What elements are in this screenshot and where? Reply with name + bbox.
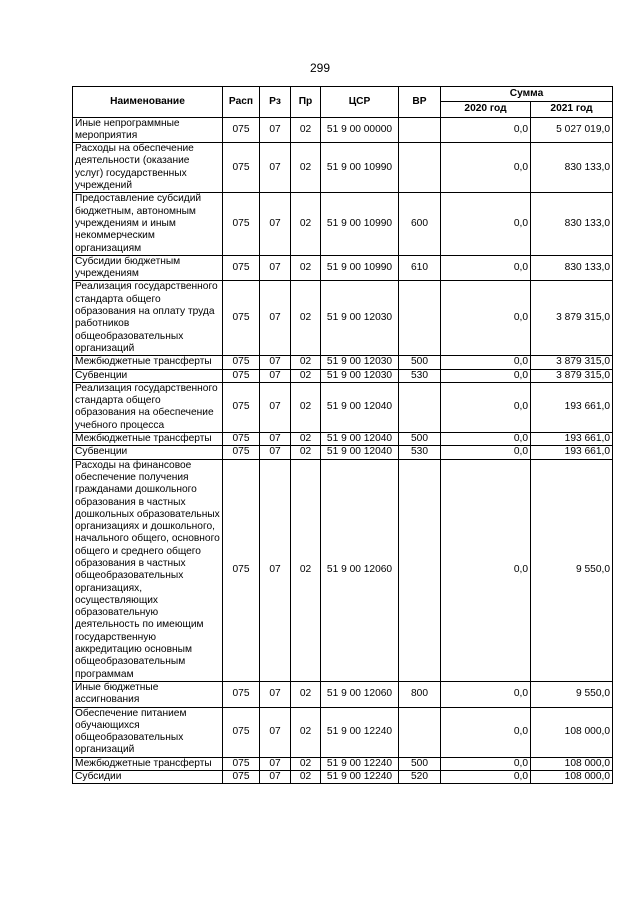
table-row xyxy=(73,707,613,757)
cell-rz: 07 xyxy=(260,255,291,281)
cell-pr: 02 xyxy=(291,143,321,193)
cell-rz: 07 xyxy=(260,446,291,459)
cell-y2020: 0,0 xyxy=(441,446,531,459)
cell-y2020: 0,0 xyxy=(441,281,531,356)
cell-y2021: 9 550,0 xyxy=(531,459,613,681)
cell-name: Межбюджетные трансферты xyxy=(73,356,223,369)
cell-rz: 07 xyxy=(260,771,291,784)
cell-pr: 02 xyxy=(291,771,321,784)
cell-rz: 07 xyxy=(260,459,291,681)
cell-csr: 51 9 00 00000 xyxy=(321,117,399,143)
cell-vr: 520 xyxy=(399,771,441,784)
cell-pr: 02 xyxy=(291,707,321,757)
header-name: Наименование xyxy=(73,87,223,118)
cell-csr: 51 9 00 12040 xyxy=(321,382,399,432)
cell-name: Расходы на обеспечение деятельности (оказание услуг) государственных учреждений xyxy=(73,143,223,193)
cell-vr: 500 xyxy=(399,433,441,446)
table-row xyxy=(73,681,613,707)
cell-rasp: 075 xyxy=(223,757,260,770)
header-vr: ВР xyxy=(399,87,441,118)
cell-vr xyxy=(399,459,441,681)
cell-pr: 02 xyxy=(291,446,321,459)
cell-y2020: 0,0 xyxy=(441,143,531,193)
cell-y2021: 3 879 315,0 xyxy=(531,281,613,356)
cell-rasp: 075 xyxy=(223,281,260,356)
cell-y2020: 0,0 xyxy=(441,193,531,255)
cell-y2020: 0,0 xyxy=(441,459,531,681)
header-csr: ЦСР xyxy=(321,87,399,118)
cell-rasp: 075 xyxy=(223,143,260,193)
budget-table xyxy=(72,86,613,784)
cell-csr: 51 9 00 12040 xyxy=(321,433,399,446)
cell-rz: 07 xyxy=(260,707,291,757)
table-header xyxy=(73,87,613,118)
cell-rz: 07 xyxy=(260,193,291,255)
table-row xyxy=(73,382,613,432)
cell-rasp: 075 xyxy=(223,193,260,255)
cell-vr xyxy=(399,117,441,143)
cell-csr: 51 9 00 12030 xyxy=(321,281,399,356)
cell-vr: 530 xyxy=(399,369,441,382)
cell-y2020: 0,0 xyxy=(441,681,531,707)
cell-name: Расходы на финансовое обеспечение получения гражданами дошкольного образования в частных дошкольных образовательных организациях и дошкольного, начального общего, основного общего и среднего общего образования в частных общеобразовательных организациях, осуществляющих образовательную деятельность по имеющим государственную аккредитацию основным общеобразовательным программам xyxy=(73,459,223,681)
cell-y2021: 9 550,0 xyxy=(531,681,613,707)
cell-pr: 02 xyxy=(291,459,321,681)
table-row xyxy=(73,446,613,459)
cell-csr: 51 9 00 12040 xyxy=(321,446,399,459)
cell-rasp: 075 xyxy=(223,369,260,382)
cell-pr: 02 xyxy=(291,382,321,432)
cell-y2021: 830 133,0 xyxy=(531,193,613,255)
cell-pr: 02 xyxy=(291,681,321,707)
cell-rz: 07 xyxy=(260,281,291,356)
cell-pr: 02 xyxy=(291,757,321,770)
cell-rasp: 075 xyxy=(223,707,260,757)
cell-rasp: 075 xyxy=(223,117,260,143)
page-number: 299 xyxy=(309,61,331,75)
cell-y2020: 0,0 xyxy=(441,369,531,382)
cell-vr: 600 xyxy=(399,193,441,255)
cell-y2020: 0,0 xyxy=(441,433,531,446)
cell-rz: 07 xyxy=(260,382,291,432)
cell-y2021: 830 133,0 xyxy=(531,143,613,193)
header-rasp: Расп xyxy=(223,87,260,118)
cell-vr: 500 xyxy=(399,757,441,770)
cell-rz: 07 xyxy=(260,143,291,193)
cell-y2021: 3 879 315,0 xyxy=(531,369,613,382)
cell-rasp: 075 xyxy=(223,771,260,784)
table-row xyxy=(73,193,613,255)
cell-vr: 610 xyxy=(399,255,441,281)
cell-y2021: 830 133,0 xyxy=(531,255,613,281)
cell-pr: 02 xyxy=(291,356,321,369)
table-row xyxy=(73,117,613,143)
cell-csr: 51 9 00 10990 xyxy=(321,193,399,255)
cell-y2020: 0,0 xyxy=(441,255,531,281)
cell-csr: 51 9 00 12060 xyxy=(321,681,399,707)
cell-vr: 500 xyxy=(399,356,441,369)
cell-rz: 07 xyxy=(260,757,291,770)
cell-pr: 02 xyxy=(291,193,321,255)
cell-name: Субвенции xyxy=(73,446,223,459)
header-year-2020: 2020 год xyxy=(441,102,531,117)
cell-name: Иные бюджетные ассигнования xyxy=(73,681,223,707)
cell-csr: 51 9 00 12240 xyxy=(321,707,399,757)
table-row xyxy=(73,369,613,382)
table-row xyxy=(73,459,613,681)
cell-vr xyxy=(399,707,441,757)
cell-vr xyxy=(399,143,441,193)
table-row xyxy=(73,757,613,770)
header-year-2021: 2021 год xyxy=(531,102,613,117)
table-row xyxy=(73,771,613,784)
cell-y2021: 193 661,0 xyxy=(531,446,613,459)
cell-rasp: 075 xyxy=(223,382,260,432)
cell-y2021: 193 661,0 xyxy=(531,382,613,432)
table-row xyxy=(73,433,613,446)
cell-csr: 51 9 00 12060 xyxy=(321,459,399,681)
table-body xyxy=(73,117,613,784)
cell-rasp: 075 xyxy=(223,356,260,369)
cell-pr: 02 xyxy=(291,117,321,143)
cell-vr xyxy=(399,382,441,432)
cell-y2021: 3 879 315,0 xyxy=(531,356,613,369)
cell-rasp: 075 xyxy=(223,459,260,681)
table-row xyxy=(73,143,613,193)
cell-y2020: 0,0 xyxy=(441,356,531,369)
cell-rasp: 075 xyxy=(223,446,260,459)
cell-pr: 02 xyxy=(291,369,321,382)
cell-vr: 530 xyxy=(399,446,441,459)
cell-y2021: 108 000,0 xyxy=(531,771,613,784)
cell-pr: 02 xyxy=(291,433,321,446)
table-row xyxy=(73,255,613,281)
header-sum: Сумма xyxy=(441,87,613,102)
cell-y2020: 0,0 xyxy=(441,117,531,143)
cell-name: Реализация государственного стандарта общего образования на оплату труда работников общеобразовательных организаций xyxy=(73,281,223,356)
cell-name: Иные непрограммные мероприятия xyxy=(73,117,223,143)
table-row xyxy=(73,356,613,369)
cell-y2021: 193 661,0 xyxy=(531,433,613,446)
cell-y2020: 0,0 xyxy=(441,757,531,770)
cell-rasp: 075 xyxy=(223,255,260,281)
cell-csr: 51 9 00 12240 xyxy=(321,771,399,784)
cell-rz: 07 xyxy=(260,117,291,143)
cell-name: Субсидии бюджетным учреждениям xyxy=(73,255,223,281)
cell-rasp: 075 xyxy=(223,433,260,446)
cell-y2021: 108 000,0 xyxy=(531,707,613,757)
cell-name: Субсидии xyxy=(73,771,223,784)
cell-csr: 51 9 00 10990 xyxy=(321,255,399,281)
cell-csr: 51 9 00 12030 xyxy=(321,369,399,382)
cell-name: Предоставление субсидий бюджетным, автономным учреждениям и иным некоммерческим организациям xyxy=(73,193,223,255)
table-row xyxy=(73,281,613,356)
cell-rz: 07 xyxy=(260,681,291,707)
cell-csr: 51 9 00 12030 xyxy=(321,356,399,369)
cell-vr: 800 xyxy=(399,681,441,707)
cell-rz: 07 xyxy=(260,369,291,382)
cell-rz: 07 xyxy=(260,356,291,369)
cell-csr: 51 9 00 12240 xyxy=(321,757,399,770)
cell-y2021: 108 000,0 xyxy=(531,757,613,770)
cell-y2020: 0,0 xyxy=(441,771,531,784)
cell-name: Обеспечение питанием обучающихся общеобразовательных организаций xyxy=(73,707,223,757)
cell-y2020: 0,0 xyxy=(441,707,531,757)
cell-rz: 07 xyxy=(260,433,291,446)
cell-name: Реализация государственного стандарта общего образования на обеспечение учебного процесса xyxy=(73,382,223,432)
cell-name: Межбюджетные трансферты xyxy=(73,757,223,770)
cell-vr xyxy=(399,281,441,356)
cell-y2020: 0,0 xyxy=(441,382,531,432)
cell-pr: 02 xyxy=(291,255,321,281)
cell-name: Субвенции xyxy=(73,369,223,382)
cell-name: Межбюджетные трансферты xyxy=(73,433,223,446)
cell-y2021: 5 027 019,0 xyxy=(531,117,613,143)
cell-pr: 02 xyxy=(291,281,321,356)
cell-rasp: 075 xyxy=(223,681,260,707)
header-rz: Рз xyxy=(260,87,291,118)
cell-csr: 51 9 00 10990 xyxy=(321,143,399,193)
header-pr: Пр xyxy=(291,87,321,118)
